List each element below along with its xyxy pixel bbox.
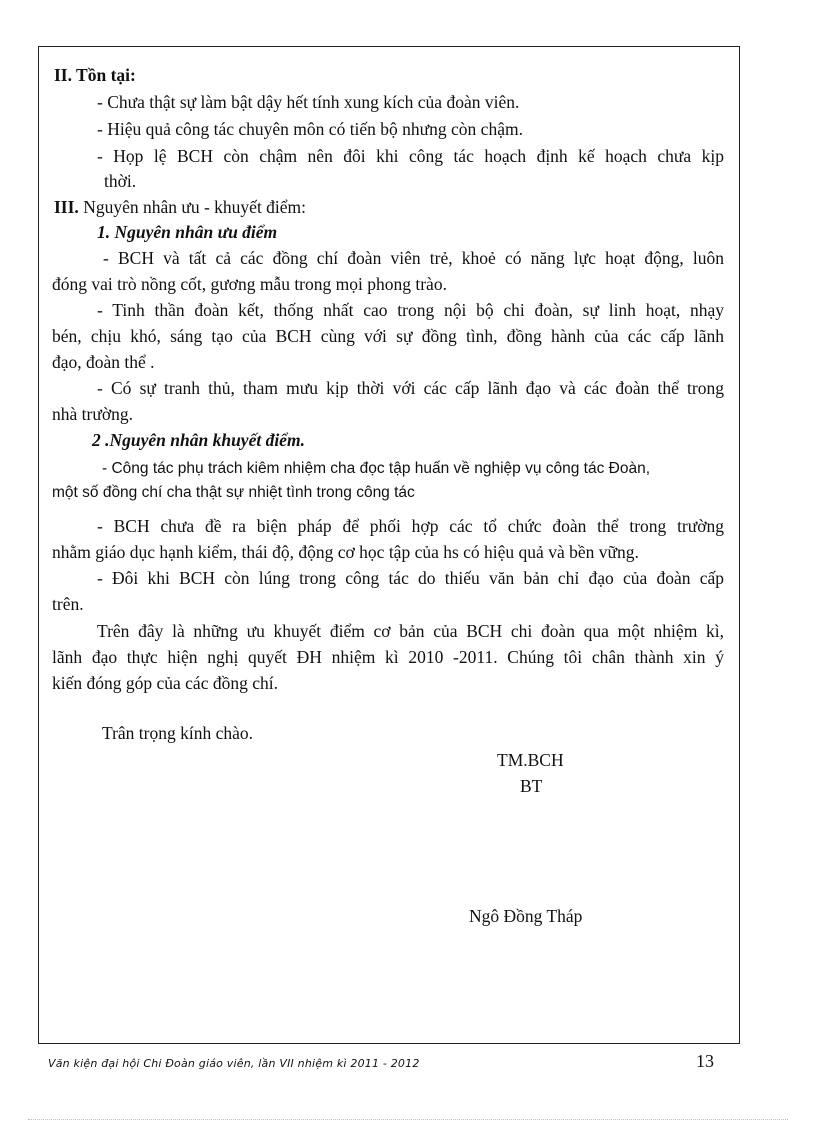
signature-org: TM.BCH (497, 750, 564, 770)
section3-heading-text: Nguyên nhân ưu - khuyết điểm: (78, 197, 307, 217)
page-number: 13 (696, 1051, 714, 1071)
sub2-line-3: - Đôi khi BCH còn lúng trong công tác do thiếu văn bản chỉ đạo của đoàn cấp (97, 568, 724, 588)
sub1-line-3: - Tinh thần đoàn kết, thống nhất cao trong nội bộ chi đoàn, sự linh hoạt, nhạy (97, 300, 724, 320)
section2-item-3-cont: thời. (104, 171, 137, 191)
sub1-line-1: - BCH và tất cả các đồng chí đoàn viên trẻ, khoẻ có năng lực hoạt động, luôn (103, 248, 724, 268)
sub2-sans-line-1: - Công tác phụ trách kiêm nhiệm cha đọc tập huấn về nghiệp vụ công tác Đoàn, (102, 460, 651, 477)
sub1-line-7: nhà trường. (52, 404, 133, 424)
footer-text: Văn kiện đại hội Chi Đoàn giáo viên, lần VII nhiệm kì 2011 - 2012 (48, 1057, 420, 1070)
sub2-line-4: trên. (52, 594, 84, 614)
section2-item-3: - Họp lệ BCH còn chậm nên đôi khi công tác hoạch định kế hoạch chưa kịp (97, 146, 724, 166)
closing-greeting: Trân trọng kính chào. (102, 723, 254, 743)
bottom-divider (28, 1119, 788, 1120)
section3-heading (54, 196, 306, 218)
sub2-line-1: - BCH chưa đề ra biện pháp để phối hợp các tổ chức đoàn thể trong trường (97, 516, 724, 536)
sub1-line-4: bén, chịu khó, sáng tạo của BCH cùng với sự đồng tình, đồng hành của các cấp lãnh (52, 326, 724, 346)
section3-heading-number: III. (54, 197, 79, 217)
signature-role: BT (520, 776, 543, 796)
sub2-sans-line-2: một số đồng chí cha thật sự nhiệt tình trong công tác (52, 484, 415, 501)
section2-item-2: - Hiệu quả công tác chuyên môn có tiến bộ nhưng còn chậm. (97, 119, 523, 139)
sub2-title: 2 .Nguyên nhân khuyết điểm. (92, 430, 305, 450)
section2-heading-number: II. (54, 65, 72, 85)
section2-heading (54, 64, 136, 86)
sub1-line-2: đóng vai trò nồng cốt, gương mẫu trong mọi phong trào. (52, 274, 447, 294)
sub1-line-6: - Có sự tranh thủ, tham mưu kịp thời với các cấp lãnh đạo và các đoàn thể trong (97, 378, 724, 398)
conclusion-line-2: lãnh đạo thực hiện nghị quyết ĐH nhiệm kì 2010 -2011. Chúng tôi chân thành xin ý (52, 647, 724, 667)
conclusion-line-3: kiến đóng góp của các đồng chí. (52, 673, 278, 693)
sub1-line-5: đạo, đoàn thể . (52, 352, 155, 372)
sub2-line-2: nhằm giáo dục hạnh kiểm, thái độ, động cơ học tập của hs có hiệu quả và bền vững. (52, 542, 639, 562)
signature-name: Ngô Đồng Tháp (469, 906, 583, 926)
section2-item-1: - Chưa thật sự làm bật dậy hết tính xung kích của đoàn viên. (97, 92, 520, 112)
conclusion-line-1: Trên đây là những ưu khuyết điểm cơ bản của BCH chi đoàn qua một nhiệm kì, (97, 621, 724, 641)
section2-heading-text: Tồn tại: (72, 65, 136, 85)
sub1-title: 1. Nguyên nhân ưu điểm (97, 222, 278, 242)
